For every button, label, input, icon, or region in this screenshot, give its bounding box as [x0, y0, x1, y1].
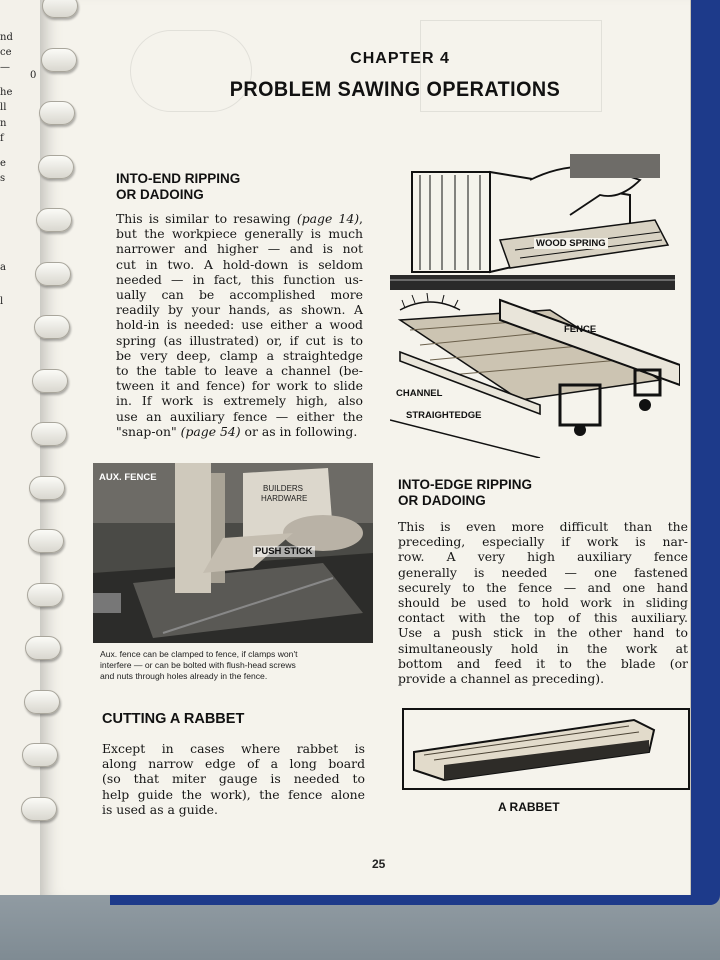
binding-ring: [42, 0, 78, 18]
binding-ring: [24, 690, 60, 714]
binding-ring: [38, 155, 74, 179]
photo-aux-fence: [93, 463, 373, 643]
text-line: readily by your hands, as shown. A: [116, 302, 363, 318]
label-push-stick: PUSH STICK: [255, 546, 313, 557]
section-paragraph-rabbet: [102, 741, 365, 817]
text-line: use an auxiliary fence — either the: [116, 408, 363, 424]
label-aux-fence: AUX. FENCE: [99, 472, 157, 483]
left-fragment: nd: [0, 32, 13, 43]
binding-ring: [21, 797, 57, 821]
text-line: spring (as illustrated) or, if cut is to: [116, 332, 363, 348]
section-heading-into-end: INTO-END RIPPING OR DADOING: [116, 171, 241, 202]
left-fragment: a: [0, 262, 6, 273]
text-line: in. If work is extremely high, also: [116, 393, 363, 409]
left-fragment: ll: [0, 102, 7, 113]
chapter-title: PROBLEM SAWING OPERATIONS: [229, 78, 561, 101]
text-line: help guide the work), the fence alone: [102, 786, 365, 802]
label-wood-spring: WOOD SPRING: [536, 238, 606, 249]
text-line: but the workpiece generally is much: [116, 226, 363, 242]
left-fragment: e: [0, 158, 6, 169]
text-line: simultaneously hold in the work at: [398, 640, 688, 656]
label-channel: CHANNEL: [396, 388, 443, 399]
text-line: (so that miter gauge is needed to: [102, 771, 365, 787]
binding-ring: [41, 48, 77, 72]
binding-ring: [35, 262, 71, 286]
channel-drawing: [390, 290, 680, 458]
text-line: row. A very high auxiliary fence: [398, 549, 688, 565]
label-hardware: HARDWARE: [261, 494, 308, 503]
text-line: "snap-on" (page 54) or as in following.: [116, 423, 358, 439]
left-fragment: l: [0, 296, 4, 307]
wood-spring-drawing: [390, 150, 675, 290]
binding-ring: [32, 369, 68, 393]
figure-wood-spring: [390, 150, 675, 290]
chapter-label: CHAPTER 4: [350, 50, 450, 67]
text-line: preceding, especially if work is nar-: [398, 534, 688, 550]
binding-ring: [28, 529, 64, 553]
left-fragment: —: [0, 62, 10, 73]
text-line: narrower and higher — and is not: [116, 241, 363, 257]
figure-rabbet: [402, 708, 690, 790]
binding-ring: [36, 208, 72, 232]
left-fragment: ce: [0, 47, 12, 58]
left-fragment: f: [0, 133, 4, 144]
text-line: bottom and feed it to the blade (or: [398, 655, 688, 671]
text-line: securely to the fence — and one hand: [398, 579, 688, 595]
text-line: provide a channel as preceding).: [398, 671, 605, 687]
figure-channel: [390, 290, 680, 458]
left-fragment: s: [0, 173, 6, 184]
photo-illustration: [93, 463, 373, 643]
text-line: should be used to hold work in sliding: [398, 595, 688, 611]
text-line: needed — in fact, this function us-: [116, 271, 363, 287]
photo-caption: Aux. fence can be clamped to fence, if clamps won't interfere — or can be bolted with flush-head screws and nuts through holes already in the fence.: [100, 649, 298, 681]
text-line: ually can be accomplished more: [116, 287, 363, 303]
book-page: [40, 0, 691, 895]
binding-ring: [39, 101, 75, 125]
text-line: This is even more difficult than the: [398, 519, 688, 534]
text-line: be very deep, clamp a straightedge: [116, 347, 363, 363]
text-line: contact with the top of this auxiliary.: [398, 610, 688, 626]
section-paragraph-into-end: [116, 211, 363, 439]
section-heading-rabbet: CUTTING A RABBET: [102, 711, 245, 727]
text-line: hold-in is needed: use either a wood: [116, 317, 363, 333]
text-line: Use a push stick in the other hand to: [398, 625, 688, 641]
label-fence: FENCE: [564, 324, 597, 335]
binding-ring: [31, 422, 67, 446]
binding-ring: [34, 315, 70, 339]
text-line: to the table to leave a channel (be-: [116, 363, 363, 379]
binding-ring: [22, 743, 58, 767]
text-line: generally is needed — one fastened: [398, 564, 688, 580]
text-line: along narrow edge of a long board: [102, 756, 365, 772]
text-line: tween it and fence) for work to slide: [116, 378, 363, 394]
rabbet-board-drawing: [404, 710, 688, 788]
binding-ring: [29, 476, 65, 500]
text-line: cut in two. A hold-down is seldom: [116, 256, 363, 272]
page-number: 25: [372, 857, 386, 871]
text-line: Except in cases where rabbet is: [102, 741, 365, 756]
binding-ring: [27, 583, 63, 607]
left-fragment: he: [0, 87, 13, 98]
left-fragment: 0: [30, 70, 37, 81]
text-line: This is similar to resawing (page 14),: [116, 211, 363, 226]
binding-ring: [25, 636, 61, 660]
section-heading-into-edge: INTO-EDGE RIPPING OR DADOING: [398, 477, 533, 508]
section-paragraph-into-edge: [398, 519, 688, 686]
label-builders: BUILDERS: [263, 484, 304, 493]
text-line: is used as a guide.: [102, 801, 218, 817]
label-straightedge: STRAIGHTEDGE: [406, 410, 482, 421]
left-fragment: n: [0, 118, 7, 129]
rabbet-caption: A RABBET: [498, 800, 560, 814]
